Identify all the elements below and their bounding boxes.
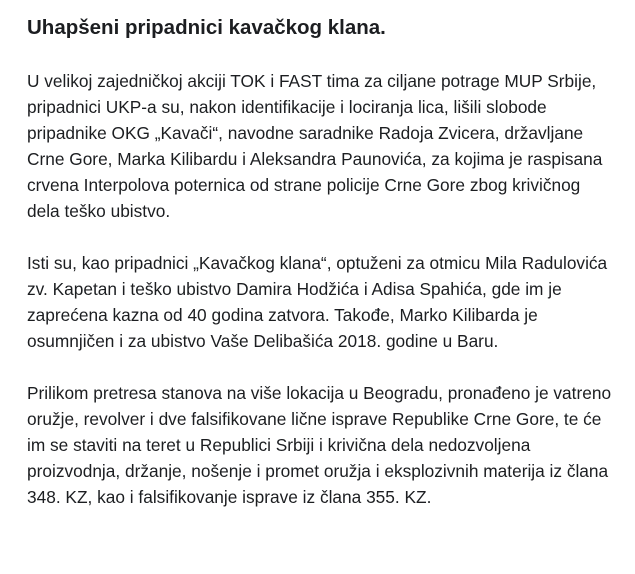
post-paragraph-2: Isti su, kao pripadnici „Kavačkog klana“, optuženi za otmicu Mila Radulovića zv. Kapetan i teško ubistvo Damira Hodžića i Adisa Spahića, gde im je zaprećena kazna od 40 godina zatvora. Takođe, Marko Kilibarda je osumnjičen i za ubistvo Vaše Delibašića 2018. godine u Baru. xyxy=(27,253,608,351)
post-title: Uhapšeni pripadnici kavačkog klana. xyxy=(27,16,386,39)
post-paragraph-3: Prilikom pretresa stanova na više lokacija u Beogradu, pronađeno je vatreno oružje, revolver i dve falsifikovane lične isprave Republike Crne Gore, te će im se staviti na teret u Republici Srbiji i krivična dela nedozvoljena proizvodnja, držanje, nošenje i promet oružja i eksplozivnih materija iz člana 348. KZ, kao i falsifikovanje isprave iz člana 355. KZ. xyxy=(27,383,612,507)
post-paragraph-1: U velikoj zajedničkoj akciji TOK i FAST tima za ciljane potrage MUP Srbije, pripadnici UKP-a su, nakon identifikacije i lociranja lica, lišili slobode pripadnike OKG „Kavači“, navodne saradnike Radoja Zvicera, državljane Crne Gore, Marka Kilibardu i Aleksandra Paunovića, za kojima je raspisana crvena Interpolova poternica od strane policije Crne Gore zbog krivičnog dela teško ubistvo. xyxy=(27,71,603,221)
